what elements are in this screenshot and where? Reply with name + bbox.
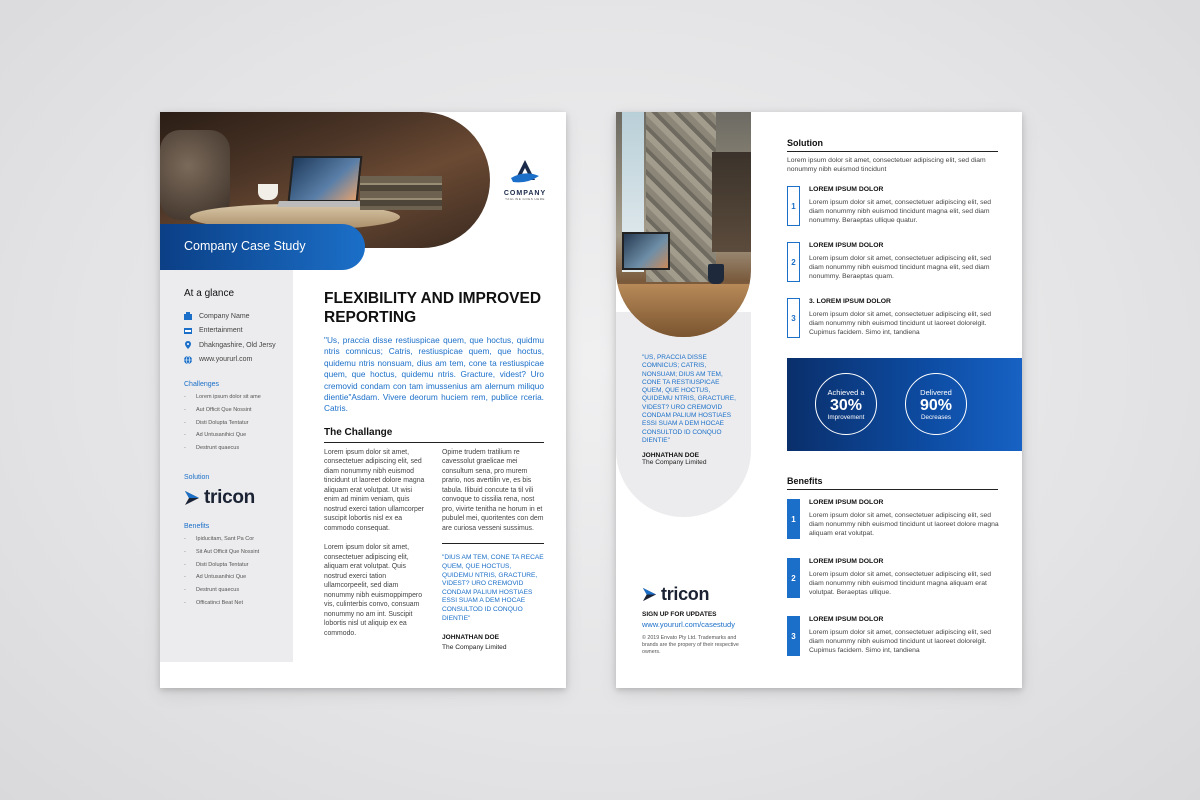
film-icon [184,327,192,335]
benefits-heading: Benefits [787,476,998,490]
intro-quote: "Us, praccia disse restiuspicae quem, que hoctus, quidmu ntris comnicus; Catris, restiuspicae quem, que hoctus, quidemu ntris nonsuam, dius am tem, cone ta restiuspicae quem, que hoctus, quidemu ntris. Gracture, videst? Uro cremovid condam con tam imussenius am alernum miliquo dientie"Asdam. Vivere deorum huciem rem, publice rceria. Catris. [324,335,544,414]
stat-circle-improvement [815,373,877,435]
item-body: Lorem ipsum dolor sit amet, consectetuer adipiscing elit, sed diam nonummy nibh euismod tincidunt magna aliquam erat volutpat. Beraeptas ullique. [809,571,992,597]
glance-item-website [184,353,293,368]
number-badge: 1 [787,186,800,226]
number-badge: 3 [787,616,800,656]
stat-circle-decreases [905,373,967,435]
glance-item-industry [184,324,293,339]
paragraph: Lorem ipsum dolor sit amet, consectetuer adipiscing elit, aliquam erat volutpat. Quis nostrud exerci tation ullamcorpeelit, sed diam nonummy nibh euismoppimpero vis, culinterbis convo, consuam nonummy no am int. Suscipit lobortis nisl ut aliquip ex ea commodo. [324,544,423,637]
list-item: - Sit Aut Officit Que Nossint [184,549,293,562]
benefits-label: Benefits [184,522,210,530]
item-body: Lorem ipsum dolor sit amet, consectetuer adipiscing elit, sed diam nonummy nibh euismod tincidunt ut laoreet dolorelgit. Cupimus facidem. Simo int, tandiena [809,311,992,337]
item-title: 3. LOREM IPSUM DOLOR [809,298,891,305]
attribution-name: JOHNATHAN DOE [442,634,500,642]
list-item: - Officatinci Beat Net [184,600,293,613]
benefits-list [184,536,293,613]
text-column-2 [442,448,544,652]
glance-text: Entertainment [199,327,243,335]
number-badge: 2 [787,558,800,598]
stat-label-bottom: Improvement [827,414,865,421]
copyright-text: © 2019 Envato Pty Ltd. Trademarks and brands are the propery of their respective owners. [642,635,739,655]
solution-item [787,298,998,350]
list-item: - Ad Untusanihici Que [184,432,293,445]
solution-section [787,138,998,174]
company-logo [498,158,552,201]
casestudy-link[interactable]: www.yoururl.com/casestudy [642,620,735,629]
list-item: - Destrunt quaecus [184,587,293,600]
item-title: LOREM IPSUM DOLOR [809,499,884,506]
list-item: - Ad Untusanihici Que [184,574,293,587]
cafe-photo-laptop [616,112,751,337]
tricon-arrow-icon [642,587,657,602]
solution-item [787,242,998,294]
challenges-list [184,394,293,458]
stat-value: 90% [919,397,953,414]
list-item: - Disti Dolupta Tentatur [184,420,293,433]
company-logo-icon [507,158,543,188]
paragraph: Lorem ipsum dolor sit amet, consectetuer adipiscing elit, sed diam nonummy nibh euismod tincidunt ut laoreet dolore magna aliquam erat volutpat. Ut wisi enim ad minim veniam, quis nostrud exerci tation ullamcorper suscipit lobortis nisl ex ea commodo consequat. [324,448,425,532]
item-body: Lorem ipsum dolor sit amet, consectetuer adipiscing elit, sed diam nonummy nibh euismod tincidunt ut laoreet dolore magna aliquam erat volutpat. [809,512,999,538]
challenges-label: Challenges [184,381,220,388]
sidebar [160,270,293,662]
benefits-section [787,476,998,490]
location-pin-icon [184,341,192,349]
list-item: - Destrunt quaecus [184,445,293,458]
number-badge: 3 [787,298,800,338]
tricon-brand-text: tricon [661,584,710,604]
glance-item-location [184,338,293,353]
logo-name: COMPANY [503,190,547,197]
item-body: Lorem ipsum dolor sit amet, consectetuer adipiscing elit, sed diam nonummy nibh euismod tincidunt ut laoreet dolorelgit. Cupimus facidem. Simo int, tandiena [809,629,992,655]
list-item: - Ipiducitam, Sant Pa Cor [184,536,293,549]
solution-item [787,186,998,238]
tricon-logo [642,584,752,605]
item-body: Lorem ipsum dolor sit amet, consectetuer adipiscing elit, sed diam nonummy nibh euismod tincidunt magna elit, sed diam nonummy. Beraeptas ullique quatur. [809,199,992,225]
benefit-item [787,616,998,668]
item-body: Lorem ipsum dolor sit amet, consectetuer adipiscing elit, sed diam nonummy nibh euismod tincidunt magna elit, sed diam nonummy. Beraeptas quam. [809,255,992,281]
number-badge: 1 [787,499,800,539]
list-item: - Aut Officit Que Nossint [184,407,293,420]
item-title: LOREM IPSUM DOLOR [809,186,884,193]
pull-quote: "US, PRACCIA DISSE COMNICUS; CATRIS, NONSUAM; DIUS AM TEM, CONE TA RESTIUSPICAE QUEM, QUE HOCTUS, QUIDEMU NTRIS, GRACTURE, VIDEST? URO CREMOVID CONDAM PALIUM HOSTIAES ESSI SUAM A DEM HOCAE CONSULTOD ID CONQUO DIENTIE" [642,354,736,444]
item-title: LOREM IPSUM DOLOR [809,242,884,249]
glance-text: www.yoururl.com [199,356,253,364]
stat-label-top: Achieved a [827,388,865,397]
case-study-label: Company Case Study [160,224,365,270]
divider [442,543,544,544]
page-title: FLEXIBILITY AND IMPROVED REPORTING [324,290,542,326]
pull-quote: "DIUS AM TEM, CONE TA RECAE QUEM, QUE HOCTUS, QUIDEMU NTRIS, GRACTURE, VIDEST? URO CREMOVID CONDAM PALIUM HOSTIAES ESSI SUAM A DEM HOCAE CONSULTOD ID CONQUO DIENTIE" [442,554,544,622]
stats-band [787,358,1022,451]
at-a-glance-heading: At a glance [184,288,235,299]
paragraph: Opime trudem tratilium re cavessolut graelicae mei consultum sena, pro murem prario, nos avertilin ve, es bis tabula. Ilibuid concute ta til vili convoque to cissilia rena, nost pro, vivirte tenitha ne horum in et pubulel mei, quoritentes con dem are curiosa vesseni sussimus. [442,448,544,532]
glance-item-company [184,309,293,324]
item-title: LOREM IPSUM DOLOR [809,558,884,565]
tricon-arrow-icon [184,490,200,506]
list-item: - Lorem ipsum dolor sit ame [184,394,293,407]
challenge-heading: The Challange [324,427,544,443]
tricon-brand-text: tricon [204,486,255,508]
attribution-company: The Company Limited [442,643,507,651]
stat-value: 30% [829,397,863,414]
benefit-item [787,499,998,551]
stat-label-top: Delivered [920,388,952,397]
text-column-1 [324,448,426,652]
footer [642,582,752,656]
benefit-item [787,558,998,610]
solution-label: Solution [184,473,210,481]
building-icon [184,312,192,320]
stat-label-bottom: Decreases [920,414,952,421]
case-study-page-back [616,112,1022,688]
number-badge: 2 [787,242,800,282]
attribution-name: JOHNATHAN DOE [642,452,700,459]
solution-subtitle: Lorem ipsum dolor sit amet, consectetuer adipiscing elit, sed diam nonummy nibh euismod tincidunt [787,157,986,173]
signup-heading: SIGN UP FOR UPDATES [642,611,717,618]
case-study-page-front [160,112,566,688]
glance-text: Company Name [199,312,250,320]
list-item: - Disti Dolupta Tentatur [184,562,293,575]
attribution-company: The Company Limited [642,459,707,466]
logo-tagline: TAGLINE GOES HERE [505,197,545,201]
main-column [324,289,544,652]
solution-heading: Solution [787,138,998,152]
attribution [642,452,742,466]
globe-icon [184,356,192,364]
glance-text: Dhakngashire, Old Jersy [199,341,276,349]
item-title: LOREM IPSUM DOLOR [809,616,884,623]
challenge-columns [324,448,544,652]
tricon-logo [184,487,293,509]
